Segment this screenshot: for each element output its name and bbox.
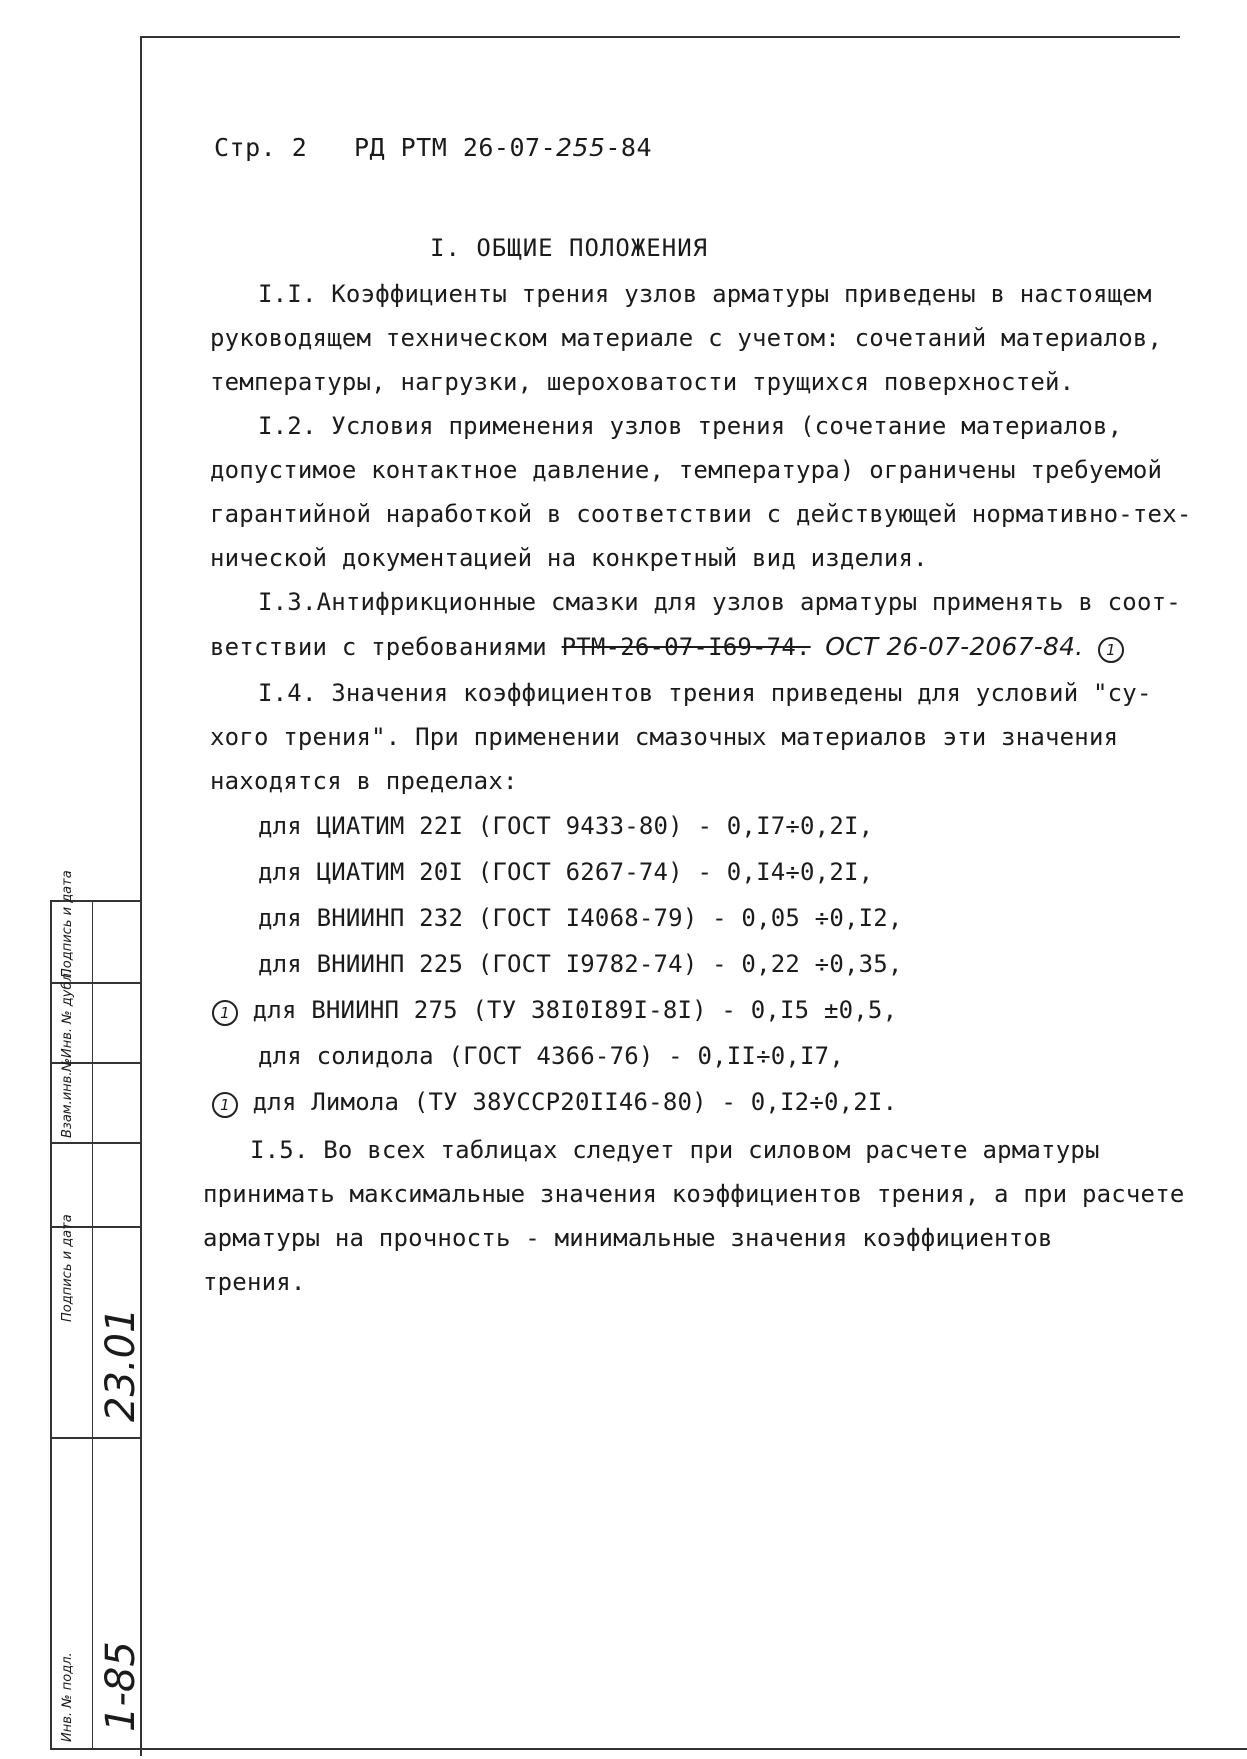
change-mark-icon: 1 (212, 1000, 238, 1026)
stamp-label-replace-inv: Взам.инв.№ (60, 1058, 75, 1138)
doc-prefix: РД РТМ 26-07- (353, 133, 557, 162)
change-mark-icon: 1 (212, 1092, 238, 1118)
stamp-label-inv-no: Инв. № подл. (60, 1652, 75, 1742)
lubricant-item: для ВНИИНП 232 (ГОСТ I4068-79) - 0,05 ÷0,I2, (258, 904, 903, 932)
frame-left-border (140, 36, 142, 1756)
handwritten-reference: ОСТ 26-07-2067-84. (825, 632, 1084, 661)
p3-line-1: I.3.Антифрикционные смазки для узлов арматуры применять в соот- (258, 588, 1181, 616)
change-mark-icon: 1 (1098, 637, 1124, 663)
p2-line-3: гарантийной наработкой в соответствии с действующей нормативно-тех- (210, 500, 1192, 528)
p3-line-2 (210, 632, 1124, 663)
p4-line-3: находятся в пределах: (210, 767, 518, 795)
approval-stamp (50, 870, 144, 1750)
lubricant-item: для ВНИИНП 225 (ГОСТ I9782-74) - 0,22 ÷0,35, (258, 950, 903, 978)
page-label: Стр. 2 (214, 133, 308, 162)
p5-line-4: трения. (203, 1268, 306, 1296)
p5-line-1: I.5. Во всех таблицах следует при силовом расчете арматуры (250, 1136, 1100, 1164)
stamp-inv-no: 1-85 (98, 1641, 144, 1732)
p2-line-2: допустимое контактное давление, температура) ограничены требуемой (210, 456, 1163, 484)
lubricant-item: 1 для Лимола (ТУ 38УССР20II46-80) - 0,I2÷0,2I. (212, 1088, 897, 1118)
p4-line-1: I.4. Значения коэффициентов трения приведены для условий "су- (258, 679, 1152, 707)
lubricant-item: для ЦИАТИМ 22I (ГОСТ 9433-80) - 0,I7÷0,2I, (258, 812, 874, 840)
lubricant-item: для ЦИАТИМ 20I (ГОСТ 6267-74) - 0,I4÷0,2I, (258, 858, 874, 886)
p5-line-3: арматуры на прочность - минимальные значения коэффициентов (203, 1224, 1053, 1252)
stamp-label-signature-date: Подпись и дата (60, 870, 75, 978)
stamp-column-divider (92, 902, 93, 1748)
lubricant-item: для солидола (ГОСТ 4366-76) - 0,II÷0,I7, (258, 1042, 844, 1070)
struck-reference: РТМ-26-07-I69-74. (561, 633, 811, 661)
p1-line-2: руководящем техническом материале с учетом: сочетаний материалов, (210, 324, 1163, 352)
page-header (214, 133, 652, 162)
stamp-label-dup-inv: Инв. № дубл. (60, 969, 75, 1058)
p1-line-3: температуры, нагрузки, шероховатости трущихся поверхностей. (210, 368, 1075, 396)
p2-line-4: нической документацией на конкретный вид изделия. (210, 544, 928, 572)
stamp-row-divider (52, 1437, 142, 1439)
frame-bottom-border (50, 1748, 1247, 1750)
p1-line-1: I.I. Коэффициенты трения узлов арматуры приведены в настоящем (258, 280, 1152, 308)
lubricant-item: 1 для ВНИИНП 275 (ТУ 38I0I89I-8I) - 0,I5 ±0,5, (212, 996, 897, 1026)
p2-line-1: I.2. Условия применения узлов трения (сочетание материалов, (258, 412, 1123, 440)
p3-line-2-start: ветствии с требованиями (210, 633, 562, 661)
doc-suffix: -84 (605, 133, 653, 162)
stamp-row-divider (52, 1142, 142, 1144)
p4-line-2: хого трения". При применении смазочных материалов эти значения (210, 723, 1119, 751)
frame-top-border (140, 36, 1180, 38)
stamp-date: 23.01 (98, 1307, 144, 1422)
section-title: I. ОБЩИЕ ПОЛОЖЕНИЯ (430, 234, 709, 262)
p5-line-2: принимать максимальные значения коэффициентов трения, а при расчете (203, 1180, 1185, 1208)
doc-number: 255 (556, 133, 606, 162)
stamp-label-signature-date: Подпись и дата (60, 1214, 75, 1322)
